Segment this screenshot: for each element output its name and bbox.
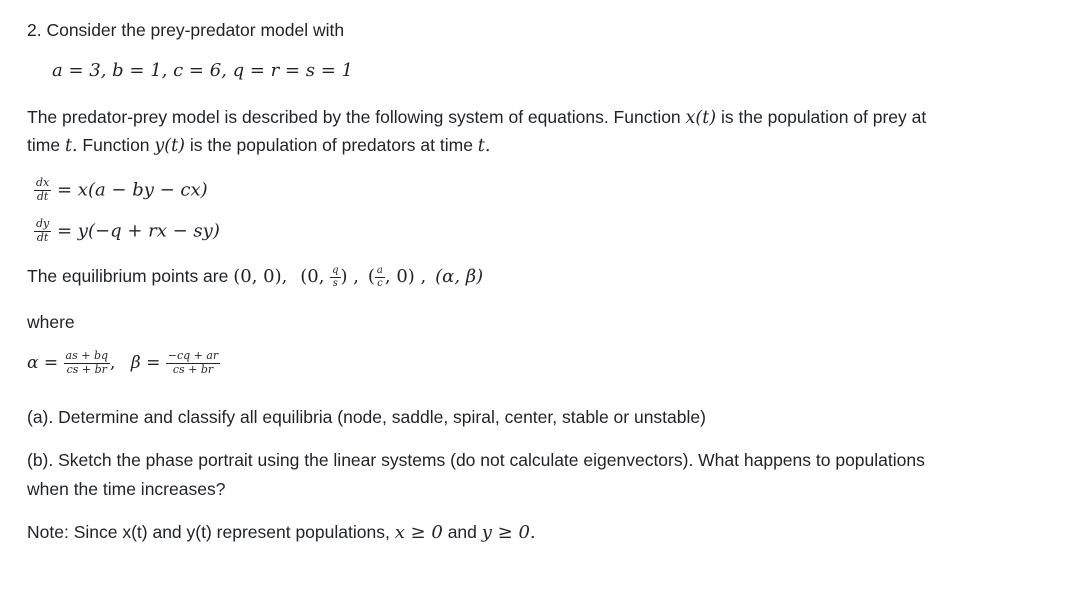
alpha-beta-definitions: α = $\frac{as + bq}{cs + br}$ , β = $\frac{-cq + ar}{cs + br}$ — [27, 349, 219, 376]
alpha-lhs: α = — [27, 353, 59, 374]
predator-function: y(t) — [154, 136, 185, 156]
alpha-fraction: $\frac{as + bq}{cs + br}$ — [65, 349, 109, 376]
fraction-dy-dt: $\frac{dy}{dt}$ — [36, 217, 50, 244]
intro-text: time — [27, 135, 65, 155]
equilibria-label: The equilibrium points are — [27, 266, 234, 286]
note — [27, 518, 536, 547]
intro-text: The predator-prey model is described by the following system of equations. Function — [27, 107, 686, 127]
time-variable: t. — [64, 136, 78, 156]
part-b-line-2: when the time increases? — [27, 479, 226, 499]
parameter-values: a = 3, b = 1, c = 6, q = r = s = 1 — [52, 60, 353, 81]
x-constraint: x ≥ 0 — [394, 522, 443, 543]
equation-rhs: = y(−q + rx − sy) — [57, 220, 220, 242]
fraction-dx-dt: $\frac{dx}{dt}$ — [36, 176, 50, 203]
part-a: (a). Determine and classify all equilibria (node, saddle, spiral, center, stable or unstable) — [27, 407, 706, 427]
part-b-line-1: (b). Sketch the phase portrait using the linear systems (do not calculate eigenvectors). What happens to populations — [27, 450, 925, 470]
equation-dx — [34, 177, 208, 203]
equilibrium-predator-axis: (0, $\frac{q}{s}$ ) , — [300, 265, 360, 289]
time-variable: t. — [477, 136, 491, 156]
equilibrium-prey-axis: ( $\frac{a}{c}$ , 0) , — [367, 265, 427, 289]
intro-line-2 — [27, 131, 490, 160]
equilibrium-interior: (α, β) — [435, 266, 484, 287]
intro-line-1 — [27, 103, 926, 132]
intro-text: is the population of predators at time — [184, 135, 478, 155]
note-text: Note: Since x(t) and y(t) represent populations, — [27, 522, 395, 542]
equilibrium-origin: (0, 0), — [233, 266, 288, 287]
prey-function: x(t) — [685, 108, 717, 128]
equilibria-line — [27, 262, 483, 291]
beta-fraction: $\frac{-cq + ar}{cs + br}$ — [167, 349, 219, 376]
note-text: and — [442, 522, 482, 542]
intro-text: Function — [77, 135, 155, 155]
problem-heading: 2. Consider the prey-predator model with — [27, 20, 345, 40]
y-constraint: y ≥ 0. — [481, 522, 536, 543]
intro-text: is the population of prey at — [716, 107, 927, 127]
equation-rhs: = x(a − by − cx) — [56, 179, 208, 201]
equation-dy — [34, 218, 220, 244]
where-label: where — [27, 312, 75, 332]
beta-lhs: β = — [130, 353, 161, 374]
